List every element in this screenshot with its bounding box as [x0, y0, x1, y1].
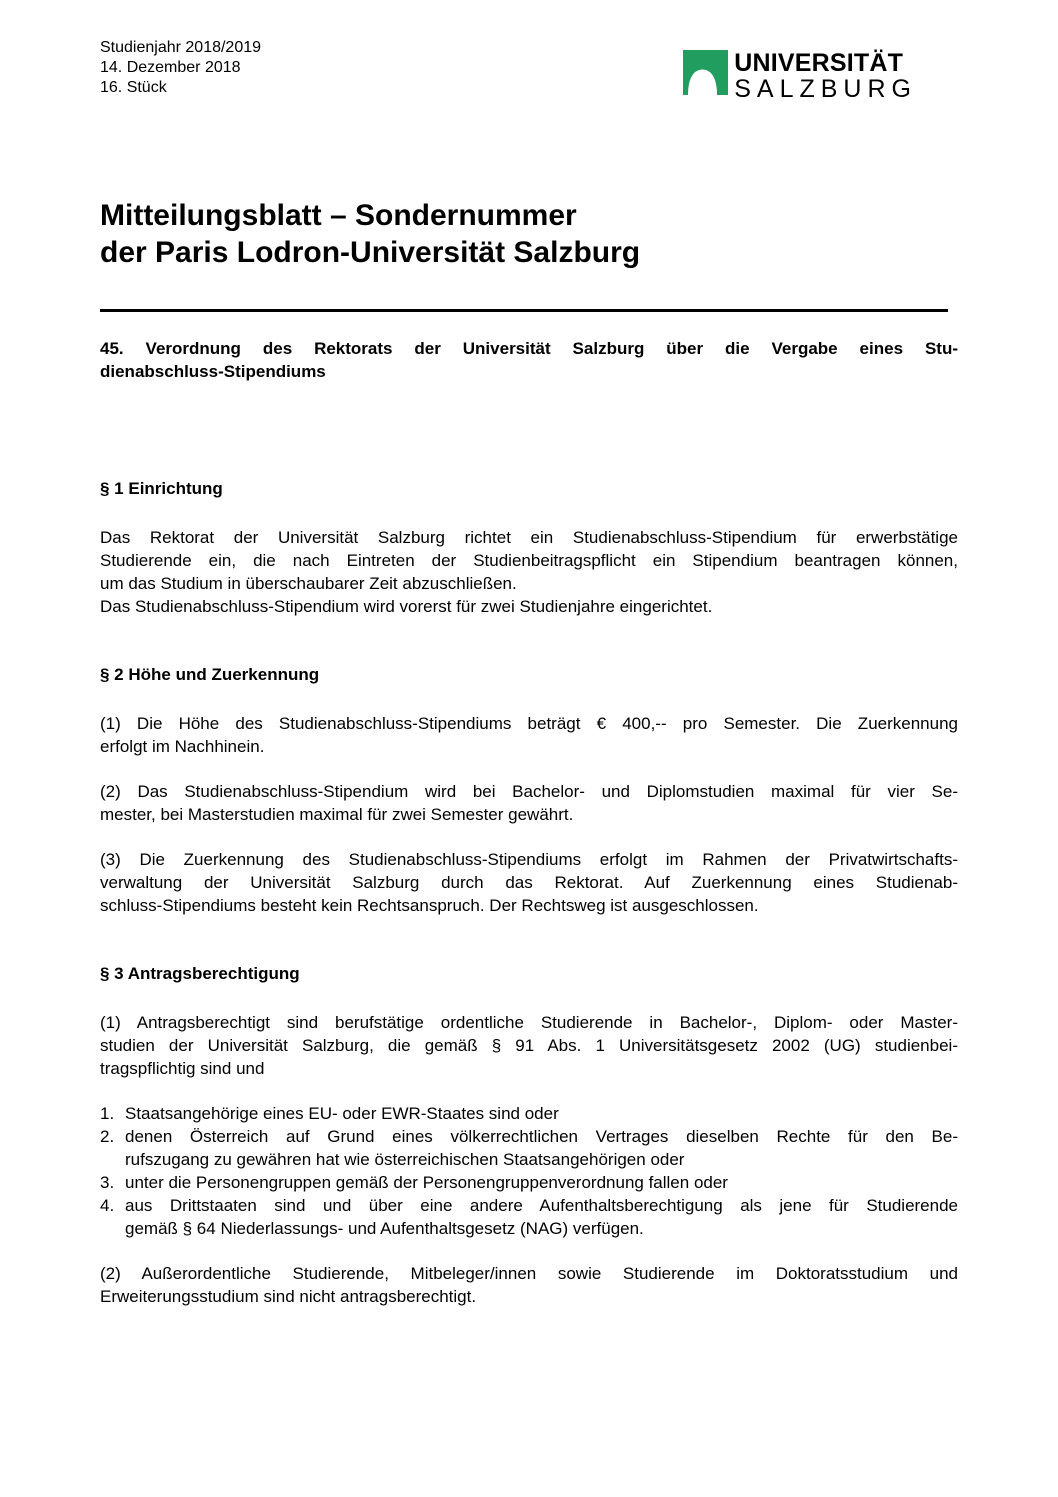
numbered-list [100, 1102, 958, 1240]
paragraph-line: Studierende ein, die nach Eintreten der Studienbeitragspflicht ein Stipendium beantragen können, [100, 551, 958, 570]
paragraph-line: tragspflichtig sind und [100, 1059, 265, 1078]
logo-wordmark-line1: UNIVERSITÄT [734, 49, 904, 77]
university-logo [683, 50, 917, 102]
list-item [100, 1102, 958, 1125]
issue-meta-line: 14. Dezember 2018 [100, 59, 241, 76]
paragraph [100, 526, 958, 595]
heading-paragraph [100, 337, 958, 383]
list-item-line: unter die Personengruppen gemäß der Personengruppenverordnung fallen oder [125, 1173, 728, 1192]
paragraph [100, 848, 958, 917]
paragraph-line: (3) Die Zuerkennung des Studienabschluss-Stipendiums erfolgt im Rahmen der Privatwirtschafts- [100, 850, 958, 869]
list-item-line: denen Österreich auf Grund eines völkerrechtlichen Vertrages dieselben Rechte für den Be- [125, 1127, 958, 1146]
university-logo-wordmark [734, 50, 917, 102]
title-divider [100, 309, 948, 312]
paragraph-line: (2) Das Studienabschluss-Stipendium wird bei Bachelor- und Diplomstudien maximal für vier Se- [100, 782, 958, 801]
paragraph-line: dienabschluss-Stipendiums [100, 362, 326, 381]
paragraph [100, 780, 958, 826]
list-item [100, 1171, 958, 1194]
paragraph [100, 712, 958, 758]
paragraph-line: studien der Universität Salzburg, die gemäß § 91 Abs. 1 Universitätsgesetz 2002 (UG) studienbei- [100, 1036, 958, 1055]
list-item [100, 1194, 958, 1240]
list-item-text [125, 1171, 958, 1194]
issue-meta-line: 16. Stück [100, 79, 167, 96]
issue-meta [100, 38, 261, 98]
paragraph-line: schluss-Stipendiums besteht kein Rechtsanspruch. Der Rechtsweg ist ausgeschlossen. [100, 896, 759, 915]
list-item-text [125, 1194, 958, 1240]
paragraph-line: (1) Die Höhe des Studienabschluss-Stipendiums beträgt € 400,-- pro Semester. Die Zuerkennung [100, 714, 958, 733]
paragraph-line: Das Rektorat der Universität Salzburg richtet ein Studienabschluss-Stipendium für erwerbstätige [100, 528, 958, 547]
document-title [100, 197, 958, 271]
logo-wordmark-line2: SALZBURG [734, 75, 917, 103]
paragraph-line: (1) Antragsberechtigt sind berufstätige ordentliche Studierende in Bachelor-, Diplom- oder Master- [100, 1013, 958, 1032]
paragraph [100, 1262, 958, 1308]
section-heading: § 1 Einrichtung [100, 479, 223, 498]
list-item-line: aus Drittstaaten sind und über eine andere Aufenthaltsberechtigung als jene für Studierende [125, 1196, 958, 1215]
list-item-number: 3. [100, 1173, 115, 1192]
paragraph [100, 1011, 958, 1080]
issue-meta-line: Studienjahr 2018/2019 [100, 39, 262, 56]
list-item-line: Staatsangehörige eines EU- oder EWR-Staates sind oder [125, 1104, 559, 1123]
list-item-number: 4. [100, 1196, 115, 1215]
paragraph-line: Das Studienabschluss-Stipendium wird vorerst für zwei Studienjahre eingerichtet. [100, 597, 713, 616]
paragraph-line: um das Studium in überschaubarer Zeit abzuschließen. [100, 574, 517, 593]
list-item-line: rufszugang zu gewähren hat wie österreichischen Staatsangehörigen oder [125, 1150, 685, 1169]
document-title-line: der Paris Lodron-Universität Salzburg [100, 236, 641, 269]
list-item-text [125, 1102, 958, 1125]
paragraph-line: verwaltung der Universität Salzburg durch das Rektorat. Auf Zuerkennung eines Studienab- [100, 873, 958, 892]
list-item-line: gemäß § 64 Niederlassungs- und Aufenthaltsgesetz (NAG) verfügen. [125, 1219, 644, 1238]
paragraph-line: 45. Verordnung des Rektorats der Universität Salzburg über die Vergabe eines Stu- [100, 339, 958, 358]
document-body [100, 337, 958, 1308]
list-item-text [125, 1125, 958, 1171]
list-item-number: 2. [100, 1127, 115, 1146]
section-heading: § 2 Höhe und Zuerkennung [100, 665, 320, 684]
university-arch-icon [683, 50, 728, 95]
paragraph-line: (2) Außerordentliche Studierende, Mitbeleger/innen sowie Studierende im Doktoratsstudium und [100, 1264, 958, 1283]
paragraph-line: Erweiterungsstudium sind nicht antragsberechtigt. [100, 1287, 477, 1306]
page-header [100, 38, 958, 102]
list-item-number: 1. [100, 1104, 115, 1123]
paragraph [100, 595, 958, 618]
paragraph-line: mester, bei Masterstudien maximal für zwei Semester gewährt. [100, 805, 574, 824]
section-heading: § 3 Antragsberechtigung [100, 964, 300, 983]
paragraph-line: erfolgt im Nachhinein. [100, 737, 265, 756]
list-item [100, 1125, 958, 1171]
document-title-line: Mitteilungsblatt – Sondernummer [100, 199, 577, 232]
